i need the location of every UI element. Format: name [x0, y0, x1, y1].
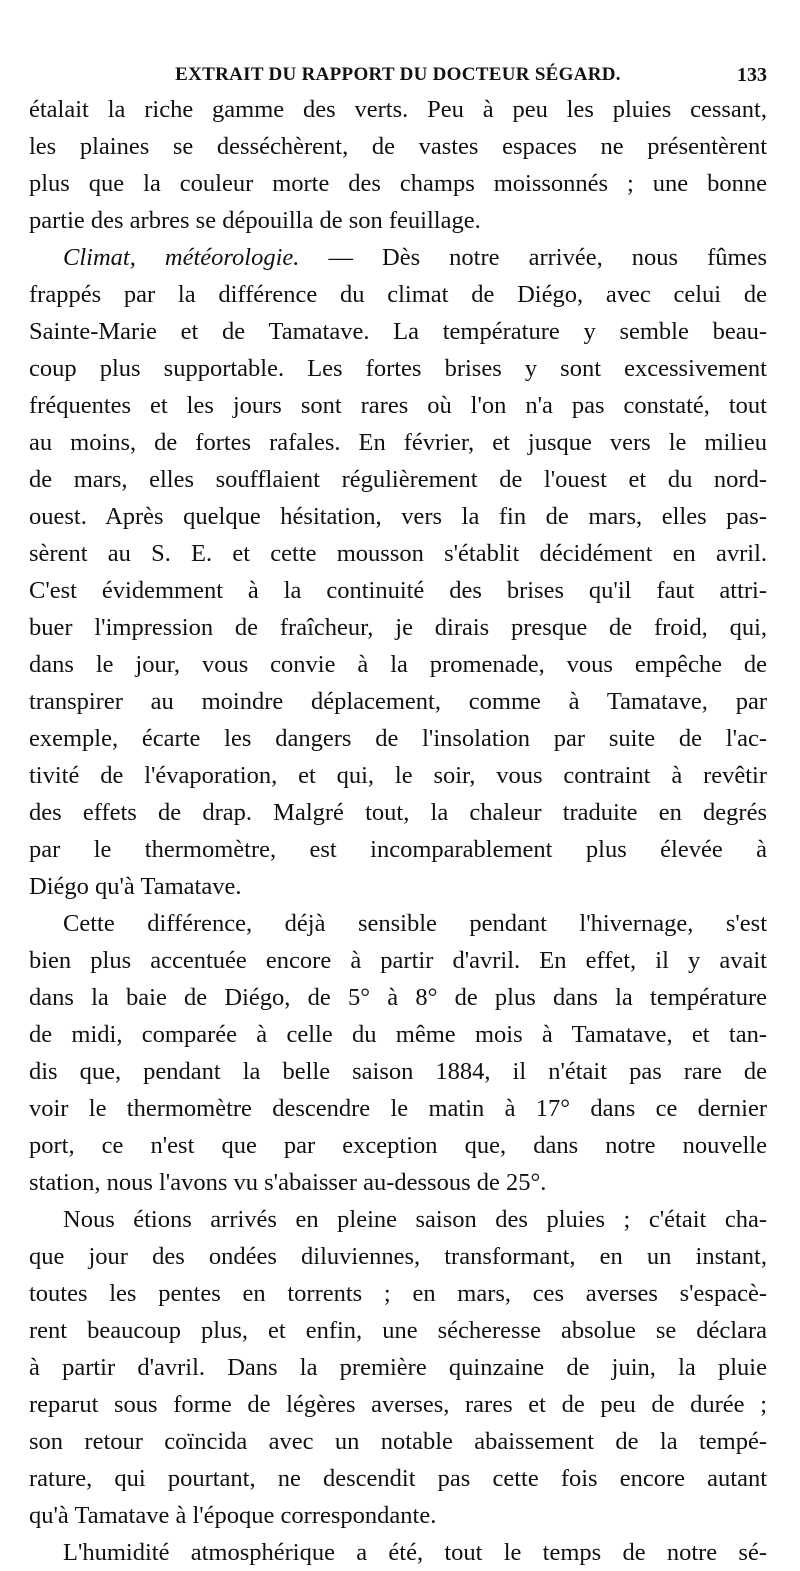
text-line-6: frappés par la différence du climat de Diégo, avec celui de: [29, 281, 767, 308]
text-line-23: Cette différence, déjà sensible pendant l'hivernage, s'est: [63, 910, 767, 937]
text-line-24: bien plus accentuée encore à partir d'avril. En effet, il y avait: [29, 947, 767, 974]
text-line-3: plus que la couleur morte des champs moissonnés ; une bonne: [29, 170, 767, 197]
text-line-7: Sainte-Marie et de Tamatave. La température y semble beau-: [29, 318, 767, 345]
text-line-21: par le thermomètre, est incomparablement plus élevée à: [29, 836, 767, 863]
text-line-2: les plaines se desséchèrent, de vastes espaces ne présentèrent: [29, 133, 767, 160]
text-line-39: qu'à Tamatave à l'époque correspondante.: [29, 1502, 437, 1529]
book-page: [29, 0, 767, 1566]
text-line-38: rature, qui pourtant, ne descendit pas cette fois encore autant: [29, 1465, 767, 1492]
text-line-13: sèrent au S. E. et cette mousson s'établit décidément en avril.: [29, 540, 767, 567]
text-line-4: partie des arbres se dépouilla de son feuillage.: [29, 207, 481, 234]
text-line-26: de midi, comparée à celle du même mois à Tamatave, et tan-: [29, 1021, 767, 1048]
text-line-32: que jour des ondées diluviennes, transformant, en un instant,: [29, 1243, 767, 1270]
body-text: [29, 91, 767, 1571]
text-line-11: de mars, elles soufflaient régulièrement de l'ouest et du nord-: [29, 466, 767, 493]
text-line-31: Nous étions arrivés en pleine saison des pluies ; c'était cha-: [63, 1206, 767, 1233]
text-line-19: tivité de l'évaporation, et qui, le soir, vous contraint à revêtir: [29, 762, 767, 789]
text-line-15: buer l'impression de fraîcheur, je dirais presque de froid, qui,: [29, 614, 767, 641]
text-line-10: au moins, de fortes rafales. En février, et jusque vers le milieu: [29, 429, 767, 456]
text-line-27: dis que, pendant la belle saison 1884, il n'était pas rare de: [29, 1058, 767, 1085]
page-number: 133: [737, 64, 767, 86]
text-line-17: transpirer au moindre déplacement, comme à Tamatave, par: [29, 688, 767, 715]
text-line-1: étalait la riche gamme des verts. Peu à peu les pluies cessant,: [29, 96, 767, 123]
text-line-20: des effets de drap. Malgré tout, la chaleur traduite en degrés: [29, 799, 767, 826]
text-line-8: coup plus supportable. Les fortes brises y sont excessivement: [29, 355, 767, 382]
text-line-37: son retour coïncida avec un notable abaissement de la tempé-: [29, 1428, 767, 1455]
running-title: EXTRAIT DU RAPPORT DU DOCTEUR SÉGARD.: [175, 64, 621, 85]
section-heading-italic: Climat, météorologie.: [63, 244, 300, 271]
section-heading-rest: — Dès notre arrivée, nous fûmes: [299, 244, 767, 271]
text-line-29: port, ce n'est que par exception que, dans notre nouvelle: [29, 1132, 767, 1159]
text-line-9: fréquentes et les jours sont rares où l'on n'a pas constaté, tout: [29, 392, 767, 419]
text-line-34: rent beaucoup plus, et enfin, une sécheresse absolue se déclara: [29, 1317, 767, 1344]
running-header: [29, 60, 767, 90]
text-line-33: toutes les pentes en torrents ; en mars, ces averses s'espacè-: [29, 1280, 767, 1307]
text-line-30: station, nous l'avons vu s'abaisser au-dessous de 25°.: [29, 1169, 547, 1196]
text-line-35: à partir d'avril. Dans la première quinzaine de juin, la pluie: [29, 1354, 767, 1381]
text-line-22: Diégo qu'à Tamatave.: [29, 873, 242, 900]
text-line-40: L'humidité atmosphérique a été, tout le temps de notre sé-: [63, 1539, 767, 1566]
text-line-16: dans le jour, vous convie à la promenade, vous empêche de: [29, 651, 767, 678]
text-line-36: reparut sous forme de légères averses, rares et de peu de durée ;: [29, 1391, 767, 1418]
text-line-18: exemple, écarte les dangers de l'insolation par suite de l'ac-: [29, 725, 767, 752]
section-heading-line: [29, 239, 767, 276]
text-line-28: voir le thermomètre descendre le matin à 17° dans ce dernier: [29, 1095, 767, 1122]
text-line-14: C'est évidemment à la continuité des brises qu'il faut attri-: [29, 577, 767, 604]
text-line-25: dans la baie de Diégo, de 5° à 8° de plus dans la température: [29, 984, 767, 1011]
text-line-12: ouest. Après quelque hésitation, vers la fin de mars, elles pas-: [29, 503, 767, 530]
